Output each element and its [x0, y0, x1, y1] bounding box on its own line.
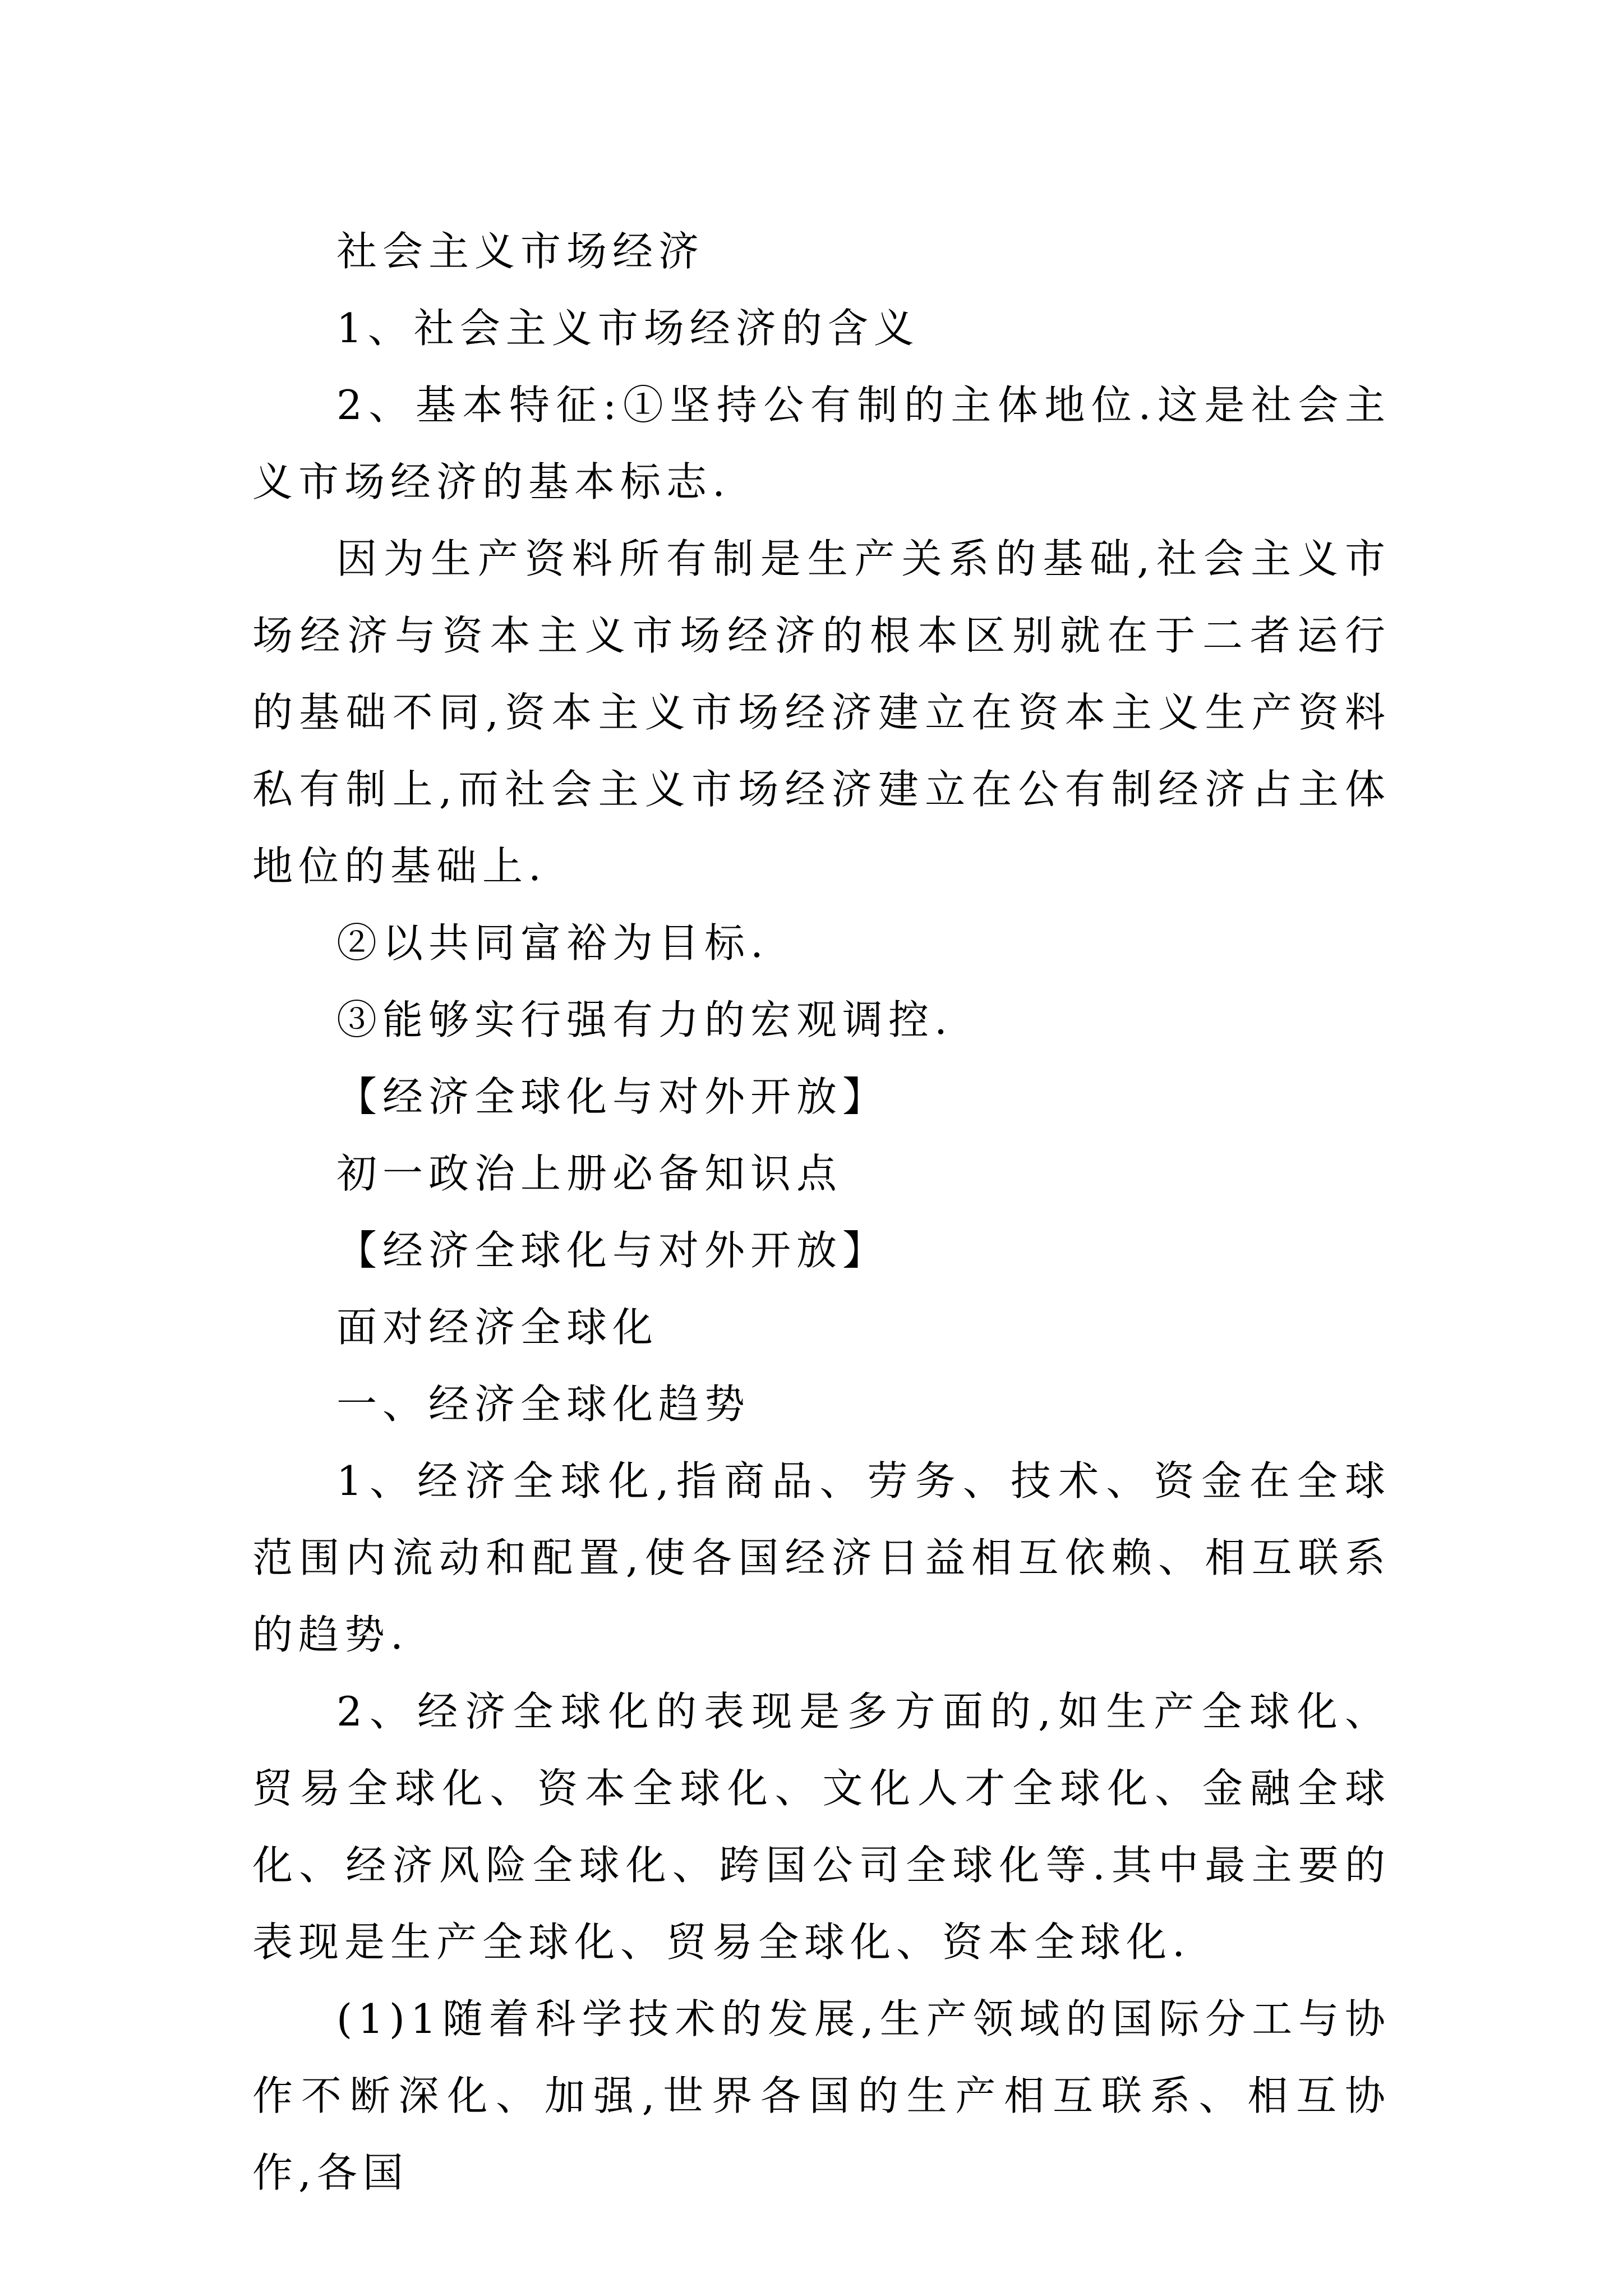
subtitle-knowledge-points: 初一政治上册必备知识点	[336, 1150, 843, 1197]
feature-common-prosperity: ②以共同富裕为目标.	[336, 919, 769, 967]
item-2-globalization-manifestations: 2、经济全球化的表现是多方面的,如生产全球化、贸易全球化、资本全球化、文化人才全球化、金融全球化、经济风险全球化、跨国公司全球化等.其中最主要的表现是生产全球化、贸易全球化、资本全球化.	[252, 1688, 1391, 1966]
heading-globalization-trend: 一、经济全球化趋势	[336, 1381, 751, 1428]
paragraph-ownership-explanation: 因为生产资料所有制是生产关系的基础,社会主义市场经济与资本主义市场经济的根本区别就在于二者运行的基础不同,资本主义市场经济建立在资本主义生产资料私有制上,而社会主义市场经济建立在公有制经济占主体地位的基础上.	[252, 535, 1391, 890]
item-1-meaning: 1、社会主义市场经济的含义	[336, 305, 920, 352]
section-title-globalization-repeat: 【经济全球化与对外开放】	[336, 1227, 889, 1274]
item-production-globalization: (1)1随着科学技术的发展,生产领域的国际分工与协作不断深化、加强,世界各国的生产相互联系、相互协作,各国	[252, 1995, 1391, 2196]
heading-facing-globalization: 面对经济全球化	[336, 1304, 659, 1351]
item-2-basic-features: 2、基本特征:①坚持公有制的主体地位.这是社会主义市场经济的基本标志.	[252, 381, 1391, 505]
document-body	[252, 213, 1391, 2211]
item-1-globalization-definition: 1、经济全球化,指商品、劳务、技术、资金在全球范围内流动和配置,使各国经济日益相互依赖、相互联系的趋势.	[252, 1457, 1391, 1658]
feature-macro-control: ③能够实行强有力的宏观调控.	[336, 996, 953, 1043]
section-title-globalization: 【经济全球化与对外开放】	[336, 1073, 889, 1120]
heading-socialist-market-economy: 社会主义市场经济	[336, 228, 705, 275]
